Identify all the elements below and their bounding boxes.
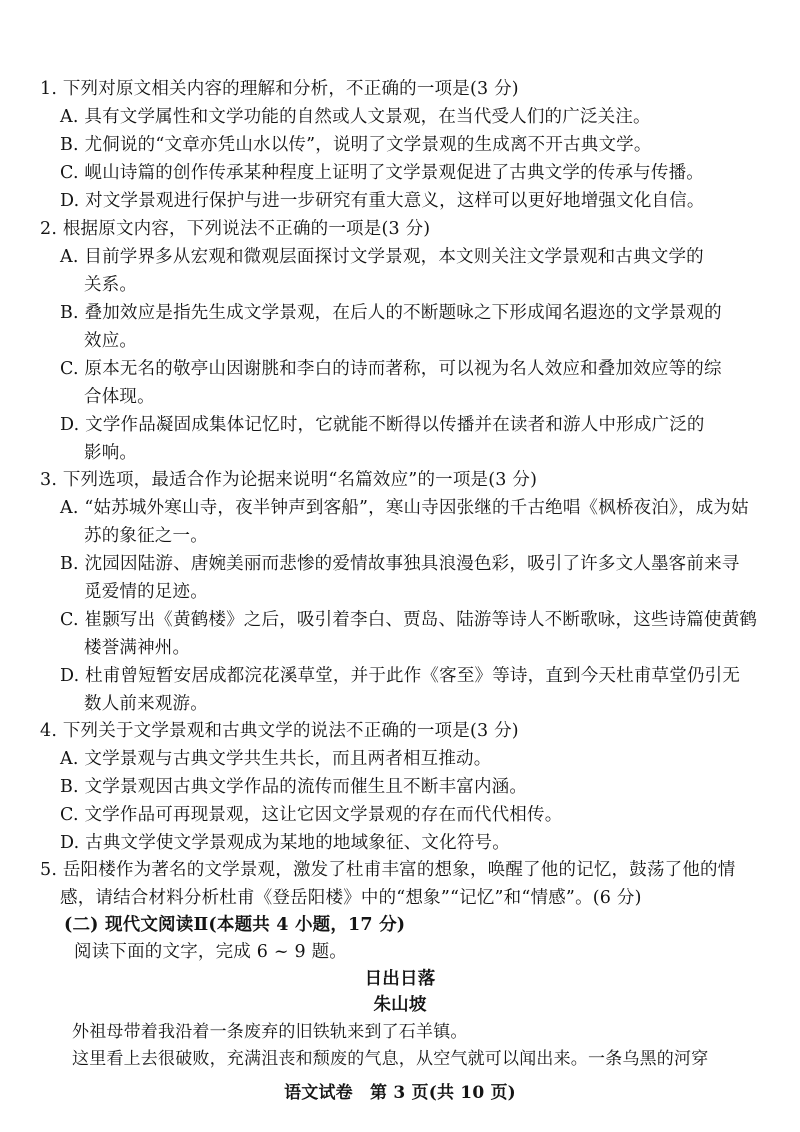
question-5-line-2: 感，请结合材料分析杜甫《登岳阳楼》中的“想象”“记忆”和“情感”。(6 分) — [60, 888, 642, 908]
question-2-stem: 2. 根据原文内容，下列说法不正确的一项是(3 分) — [40, 219, 431, 239]
story-title: 日出日落 — [364, 969, 436, 989]
question-3-option-d-cont: 数人前来观游。 — [84, 694, 208, 714]
question-1-option-b: B. 尤侗说的“文章亦凭山水以传”，说明了文学景观的生成离不开古典文学。 — [60, 135, 652, 155]
question-4-option-d: D. 古典文学使文学景观成为某地的地域象征、文化符号。 — [60, 833, 510, 853]
question-2-option-c: C. 原本无名的敬亭山因谢朓和李白的诗而著称，可以视为名人效应和叠加效应等的综 — [60, 359, 722, 379]
question-2-option-a-cont: 关系。 — [84, 275, 138, 295]
question-4-stem: 4. 下列关于文学景观和古典文学的说法不正确的一项是(3 分) — [40, 721, 519, 741]
question-3-option-a: A. “姑苏城外寒山寺，夜半钟声到客船”，寒山寺因张继的千古绝唱《枫桥夜泊》，成为姑 — [60, 498, 749, 518]
question-4-option-b: B. 文学景观因古典文学作品的流传而催生且不断丰富内涵。 — [60, 777, 528, 797]
question-3-option-c-cont: 楼誉满神州。 — [84, 638, 191, 658]
question-3-option-a-cont: 苏的象征之一。 — [84, 526, 208, 546]
question-2-option-b: B. 叠加效应是指先生成文学景观，在后人的不断题咏之下形成闻名遐迩的文学景观的 — [60, 303, 722, 323]
story-paragraph-1: 外祖母带着我沿着一条废弃的旧铁轨来到了石羊镇。 — [72, 1022, 468, 1042]
question-3-option-c: C. 崔颢写出《黄鹤楼》之后，吸引着李白、贾岛、陆游等诗人不断歌咏，这些诗篇使黄鹤 — [60, 610, 758, 630]
page-footer: 语文试卷 第 3 页(共 10 页) — [284, 1083, 516, 1103]
story-author: 朱山坡 — [373, 995, 427, 1015]
question-2-option-b-cont: 效应。 — [84, 331, 138, 351]
question-2-option-c-cont: 合体现。 — [84, 387, 155, 407]
question-1-option-a: A. 具有文学属性和文学功能的自然或人文景观，在当代受人们的广泛关注。 — [60, 107, 651, 127]
section-heading: (二) 现代文阅读Ⅱ(本题共 4 小题，17 分) — [64, 915, 406, 935]
question-2-option-a: A. 目前学界多从宏观和微观层面探讨文学景观，本文则关注文学景观和古典文学的 — [60, 247, 704, 267]
question-4-option-c: C. 文学作品可再现景观，这让它因文学景观的存在而代代相传。 — [60, 805, 563, 825]
question-1-option-c: C. 岘山诗篇的创作传承某种程度上证明了文学景观促进了古典文学的传承与传播。 — [60, 163, 704, 183]
question-2-option-d-cont: 影响。 — [84, 443, 138, 463]
question-3-stem: 3. 下列选项，最适合作为论据来说明“名篇效应”的一项是(3 分) — [40, 470, 538, 490]
question-3-option-b: B. 沈园因陆游、唐婉美丽而悲惨的爱情故事独具浪漫色彩，吸引了许多文人墨客前来寻 — [60, 554, 740, 574]
question-3-option-b-cont: 觅爱情的足迹。 — [84, 582, 208, 602]
question-3-option-d: D. 杜甫曾短暂安居成都浣花溪草堂，并于此作《客至》等诗，直到今天杜甫草堂仍引无 — [60, 666, 741, 686]
question-1-stem: 1. 下列对原文相关内容的理解和分析，不正确的一项是(3 分) — [40, 79, 519, 99]
story-paragraph-2: 这里看上去很破败，充满沮丧和颓废的气息，从空气就可以闻出来。一条乌黑的河穿 — [72, 1049, 709, 1069]
question-2-option-d: D. 文学作品凝固成集体记忆时，它就能不断得以传播并在读者和游人中形成广泛的 — [60, 415, 705, 435]
question-1-option-d: D. 对文学景观进行保护与进一步研究有重大意义，这样可以更好地增强文化自信。 — [60, 191, 705, 211]
section-intro: 阅读下面的文字，完成 6 ~ 9 题。 — [74, 942, 347, 962]
question-4-option-a: A. 文学景观与古典文学共生共长，而且两者相互推动。 — [60, 749, 492, 769]
question-5-line-1: 5. 岳阳楼作为著名的文学景观，激发了杜甫丰富的想象，唤醒了他的记忆，鼓荡了他的情 — [40, 860, 736, 880]
